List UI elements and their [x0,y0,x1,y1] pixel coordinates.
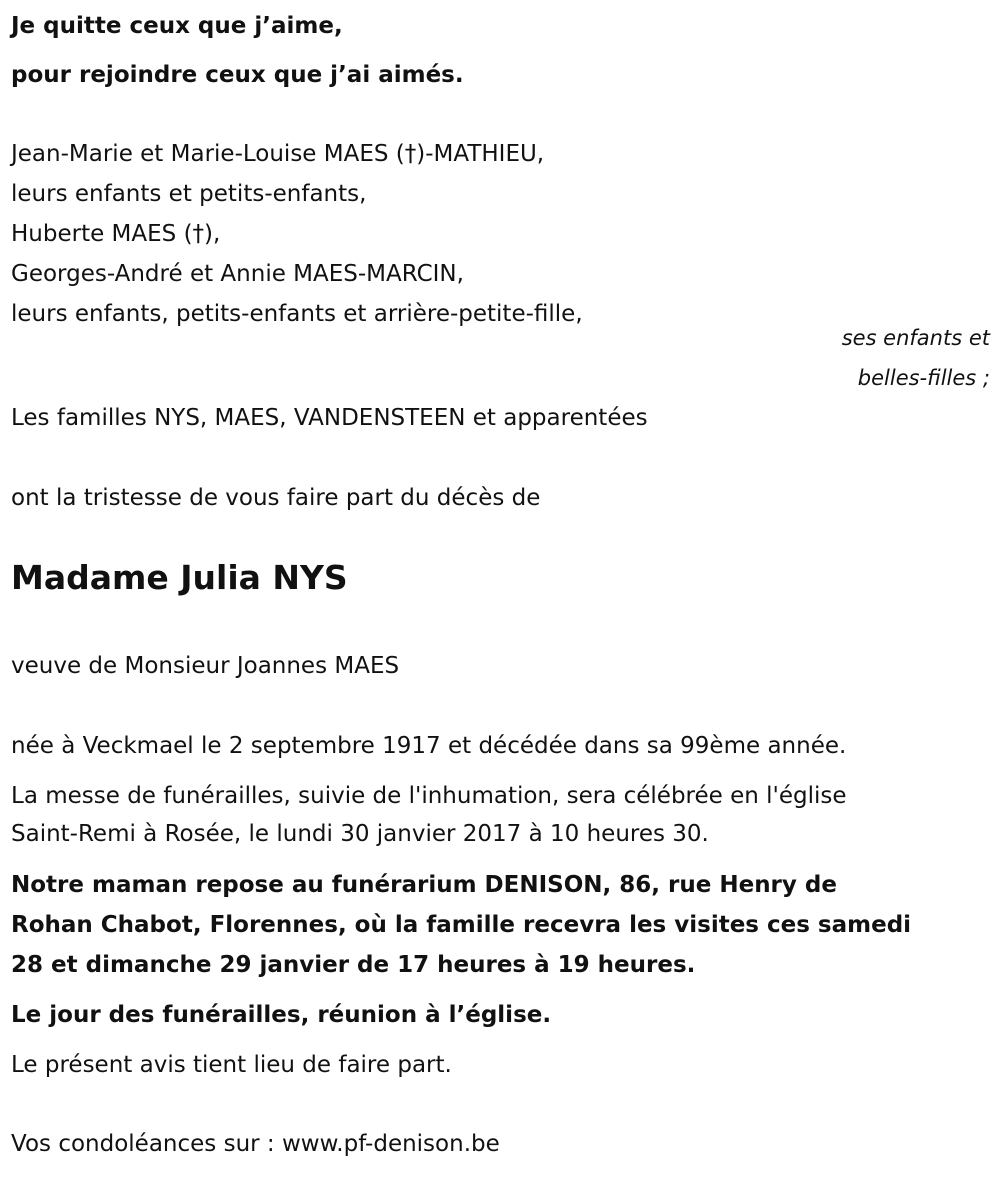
announcement: ont la tristesse de vous faire part du décès de [11,485,541,511]
family-line-2: leurs enfants et petits-enfants, [11,181,367,207]
notice-line: Le présent avis tient lieu de faire part. [11,1052,452,1078]
relation-line-1: ses enfants et [841,326,990,350]
birth-line: née à Veckmael le 2 septembre 1917 et décédée dans sa 99ème année. [11,733,847,759]
repose-line-1: Notre maman repose au funérarium DENISON, 86, rue Henry de [11,872,837,898]
repose-line-2: Rohan Chabot, Florennes, où la famille recevra les visites ces samedi [11,912,912,938]
deceased-name: Madame Julia NYS [11,558,348,597]
meeting-line: Le jour des funérailles, réunion à l’église. [11,1002,552,1028]
repose-line-3: 28 et dimanche 29 janvier de 17 heures à 19 heures. [11,952,696,978]
mass-line-2: Saint-Remi à Rosée, le lundi 30 janvier 2017 à 10 heures 30. [11,821,709,847]
family-line-3: Huberte MAES (†), [11,221,221,247]
family-line-5: leurs enfants, petits-enfants et arrière-petite-fille, [11,301,583,327]
epigraph-line-1: Je quitte ceux que j’aime, [11,13,343,39]
relation-line-2: belles-filles ; [857,366,990,390]
families-line: Les familles NYS, MAES, VANDENSTEEN et apparentées [11,405,648,431]
family-line-1: Jean-Marie et Marie-Louise MAES (†)-MATHIEU, [11,141,545,167]
epigraph-line-2: pour rejoindre ceux que j’ai aimés. [11,62,464,88]
family-line-4: Georges-André et Annie MAES-MARCIN, [11,261,464,287]
condolences-line: Vos condoléances sur : www.pf-denison.be [11,1131,500,1157]
spouse-line: veuve de Monsieur Joannes MAES [11,653,400,679]
mass-line-1: La messe de funérailles, suivie de l'inhumation, sera célébrée en l'église [11,783,847,809]
